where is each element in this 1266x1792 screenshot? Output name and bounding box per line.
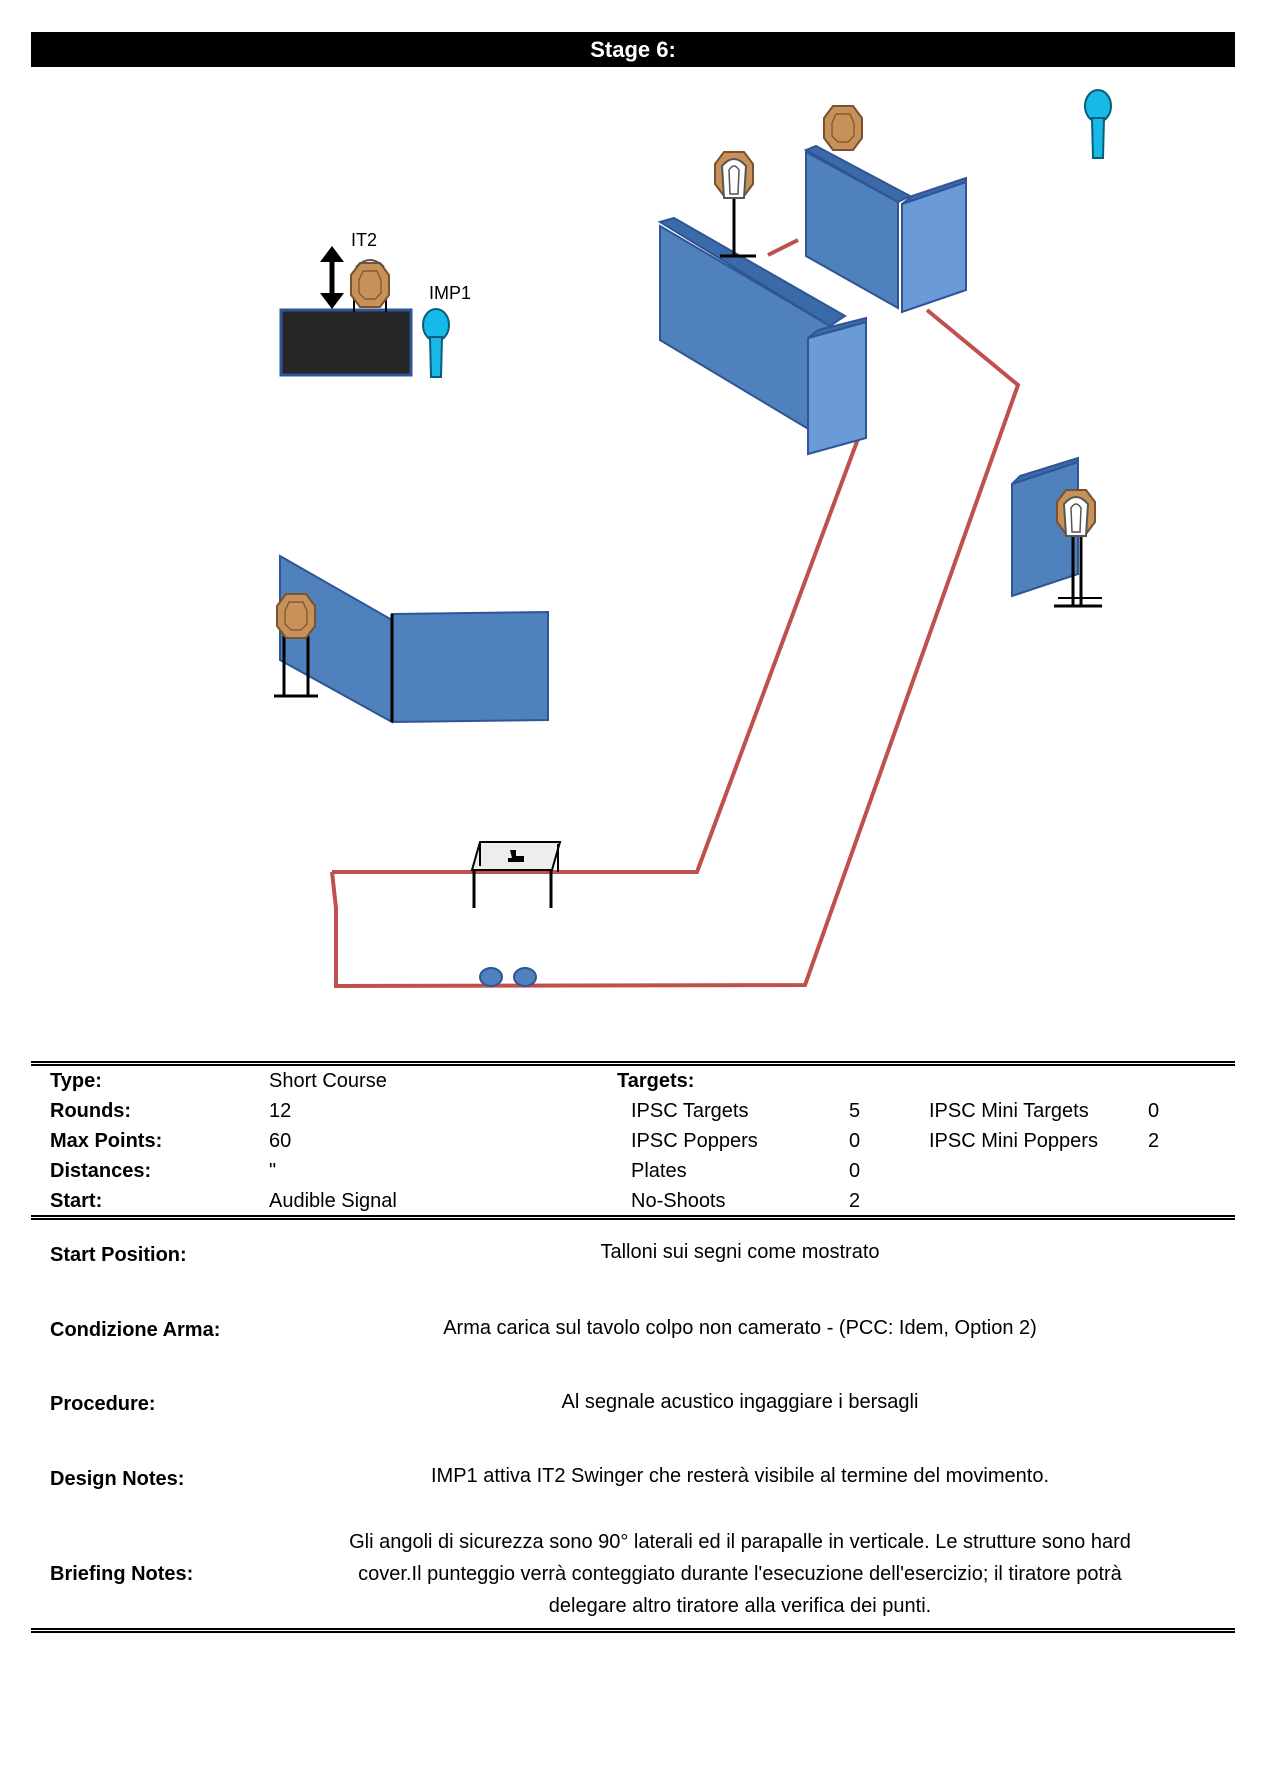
briefing-line-2: cover.Il punteggio verrà conteggiato durante l'esecuzione dell'esercizio; il tiratore potrà (358, 1563, 1122, 1585)
popper-top-right (1085, 90, 1111, 158)
max-points-label: Max Points: (50, 1130, 163, 1152)
distances-value: " (269, 1160, 277, 1182)
ipsc-mini-targets-value: 0 (1148, 1100, 1160, 1122)
targets-label: Targets: (617, 1070, 695, 1092)
ipsc-targets-label: IPSC Targets (631, 1100, 749, 1122)
wall-top-right-group (806, 146, 966, 312)
start-position-label: Start Position: (50, 1244, 187, 1266)
plates-label: Plates (631, 1160, 687, 1182)
ipsc-targets-value: 5 (849, 1100, 861, 1122)
label-it2: IT2 (351, 230, 378, 250)
start-position-text: Talloni sui segni come mostrato (600, 1241, 880, 1263)
no-shoots-label: No-Shoots (631, 1190, 726, 1212)
procedure-text: Al segnale acustico ingaggiare i bersagli (561, 1391, 919, 1413)
ipsc-mini-targets-label: IPSC Mini Targets (929, 1100, 1089, 1122)
summary-bottom-rule (31, 1215, 1235, 1220)
label-imp1: IMP1 (429, 283, 472, 303)
rounds-value: 12 (269, 1100, 292, 1122)
ipsc-mini-poppers-label: IPSC Mini Poppers (929, 1130, 1098, 1152)
briefing-notes-text (250, 1526, 1230, 1622)
condizione-arma-text: Arma carica sul tavolo colpo non camerato - (PCC: Idem, Option 2) (443, 1317, 1037, 1339)
start-value: Audible Signal (269, 1190, 397, 1212)
ipsc-target-it2 (351, 260, 389, 307)
start-heel-mark-left (480, 968, 502, 986)
no-shoots-value: 2 (849, 1190, 861, 1212)
details-bottom-rule (31, 1628, 1235, 1633)
design-notes-text: IMP1 attiva IT2 Swinger che resterà visibile al termine del movimento. (430, 1465, 1050, 1487)
start-heel-mark-right (514, 968, 536, 986)
ipsc-target-top-right (824, 106, 862, 150)
briefing-line-1: Gli angoli di sicurezza sono 90° laterali ed il parapalle in verticale. Le strutture sono hard (349, 1531, 1131, 1553)
ipsc-mini-poppers-value: 2 (1148, 1130, 1160, 1152)
start-label: Start: (50, 1190, 103, 1212)
summary-top-rule (31, 1061, 1235, 1066)
max-points-value: 60 (269, 1130, 292, 1152)
design-notes-label: Design Notes: (50, 1468, 185, 1490)
swing-arrow-icon (320, 246, 344, 309)
briefing-notes-label: Briefing Notes: (50, 1563, 194, 1585)
fault-line-top (768, 240, 798, 255)
procedure-label: Procedure: (50, 1393, 156, 1415)
type-value: Short Course (269, 1070, 387, 1092)
ipsc-poppers-label: IPSC Poppers (631, 1130, 758, 1152)
swinger-block (281, 290, 411, 375)
stage-title: Stage 6: (590, 36, 676, 62)
wall-left-group (280, 556, 548, 722)
noshoot-target-top (715, 152, 756, 256)
ipsc-poppers-value: 0 (849, 1130, 861, 1152)
plates-value: 0 (849, 1160, 861, 1182)
type-label: Type: (50, 1070, 102, 1092)
condizione-arma-label: Condizione Arma: (50, 1319, 221, 1341)
distances-label: Distances: (50, 1160, 152, 1182)
popper-imp1 (423, 309, 449, 377)
rounds-label: Rounds: (50, 1100, 132, 1122)
briefing-line-3: delegare altro tiratore alla verifica dei punti. (548, 1595, 932, 1617)
